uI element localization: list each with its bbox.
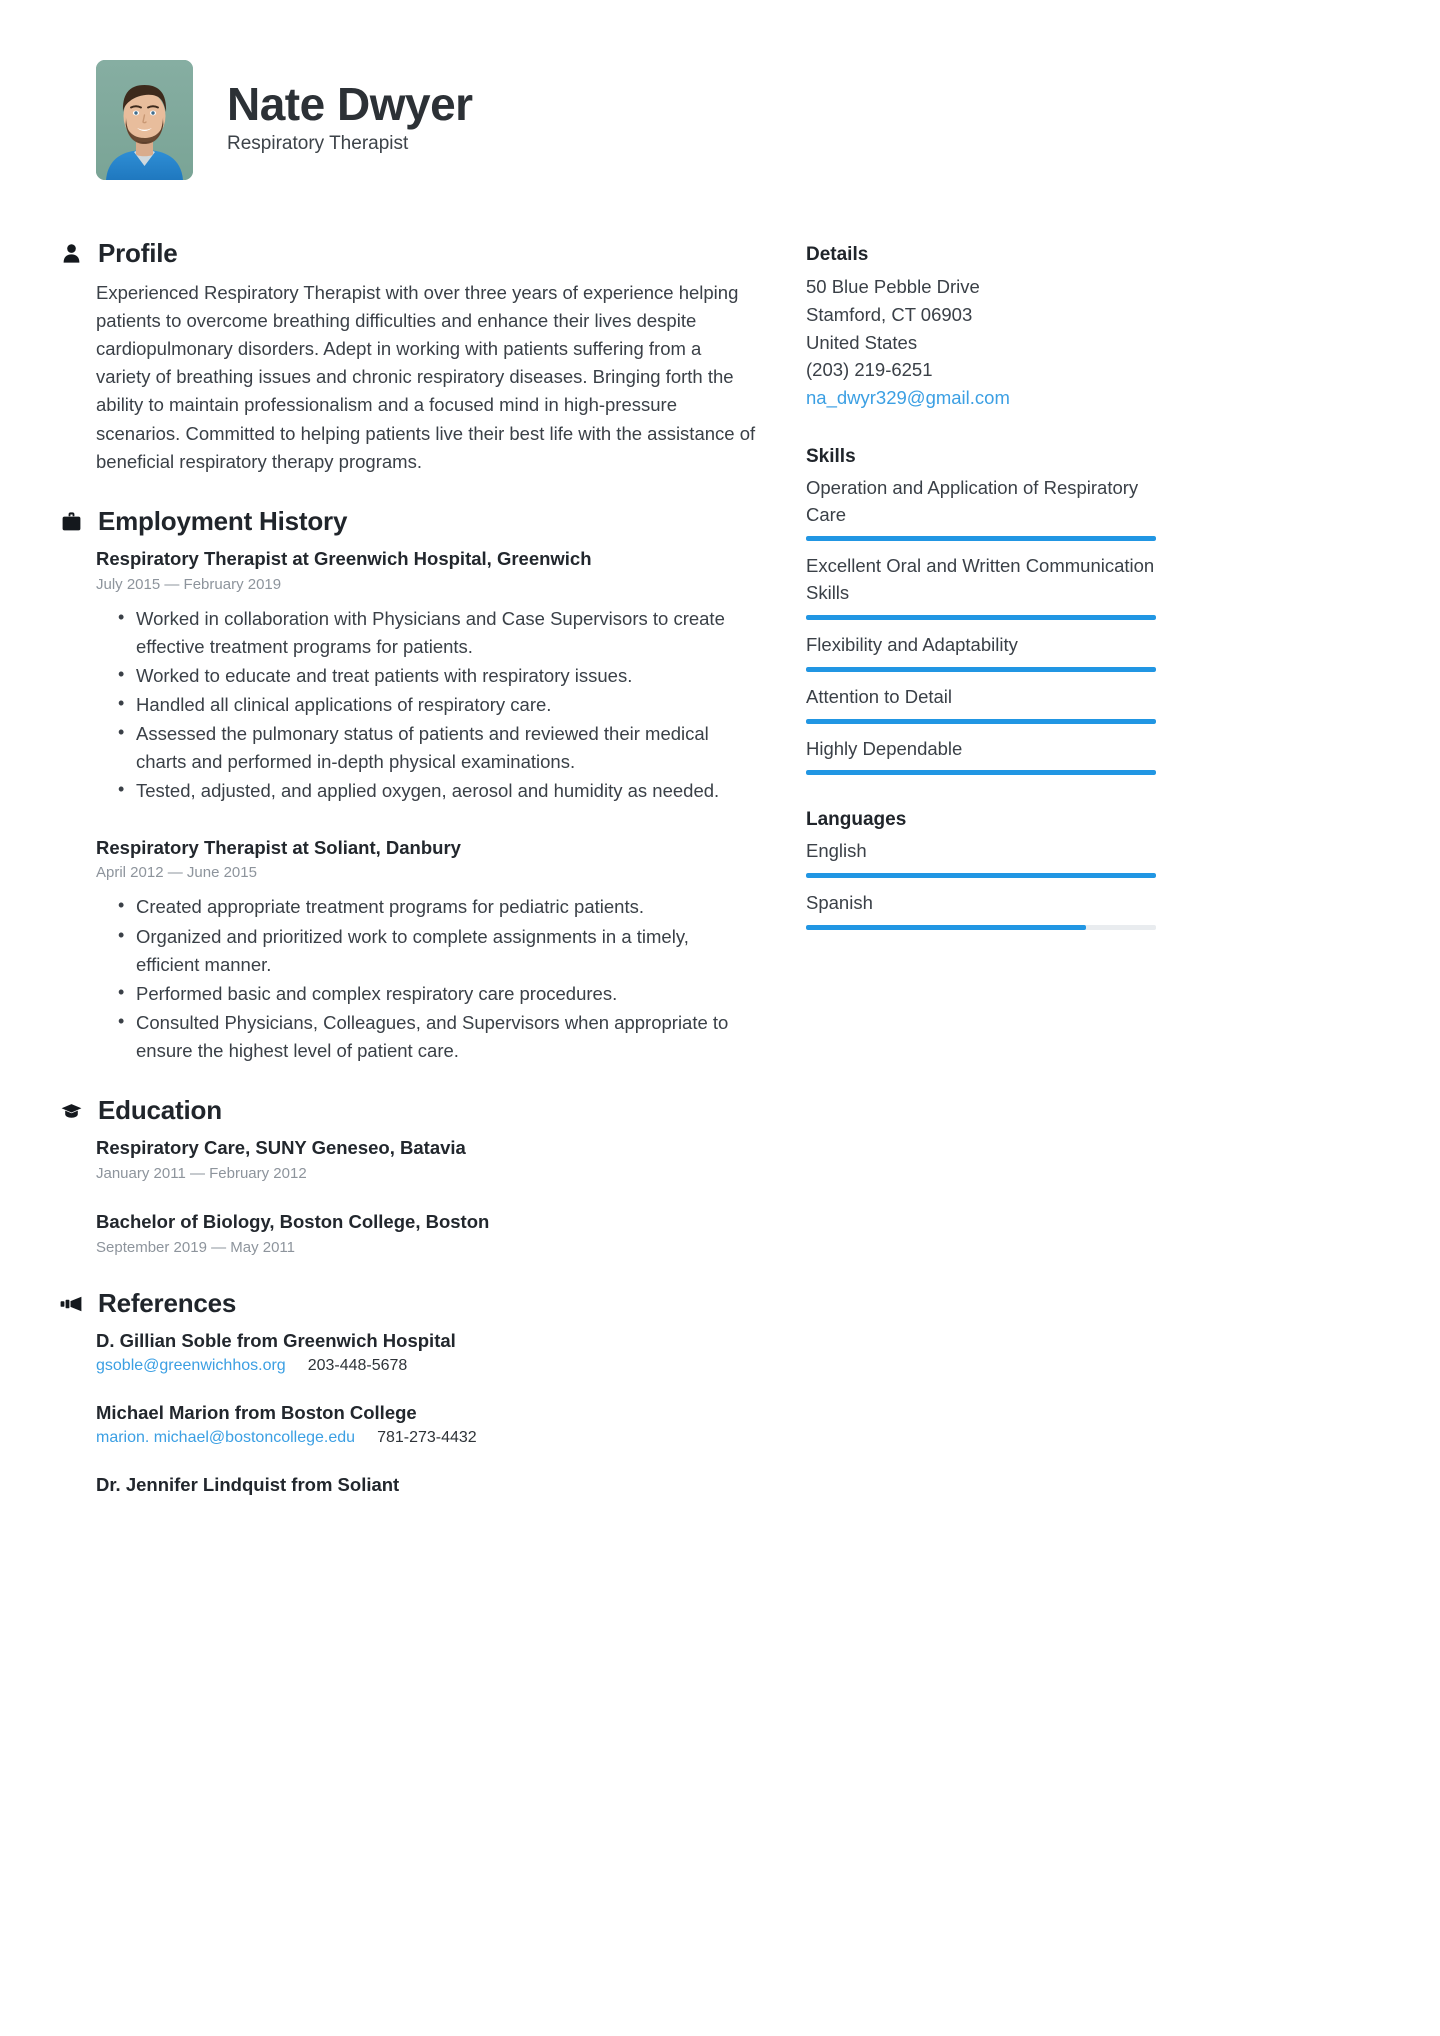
name-block (227, 79, 473, 162)
list-item: • Handled all clinical applications of respiratory care. (96, 691, 756, 719)
body-columns (96, 238, 1368, 1528)
portrait-photo-icon (96, 60, 193, 180)
references-heading (60, 1288, 756, 1319)
address-line-1: 50 Blue Pebble Drive (806, 276, 980, 297)
skill-label: Flexibility and Adaptability (806, 634, 1018, 655)
sidebar-languages (806, 809, 1156, 930)
language-level-bar (806, 873, 1156, 878)
skill-item (806, 632, 1156, 672)
references-title: References (98, 1288, 237, 1319)
reference-phone: 781-273-4432 (377, 1429, 477, 1446)
profile-heading (60, 238, 756, 269)
skill-level-bar (806, 667, 1156, 672)
main-column (96, 238, 756, 1528)
education-entry-title: Bachelor of Biology, Boston College, Boston (96, 1211, 490, 1233)
reference-contact (96, 1357, 756, 1375)
employment-entry (96, 547, 756, 806)
section-employment (96, 506, 756, 1065)
address-line-2: Stamford, CT 06903 (806, 303, 973, 325)
profile-title: Profile (98, 238, 178, 268)
education-entry-date: January 2011 — February 2012 (96, 1165, 307, 1183)
skill-item (806, 475, 1156, 542)
reference-entry (96, 1473, 756, 1498)
skills-title: Skills (806, 445, 856, 467)
employment-heading (60, 506, 756, 537)
reference-name: Michael Marion from Boston College (96, 1402, 417, 1424)
employment-entry (96, 836, 756, 1066)
education-title: Education (98, 1095, 222, 1126)
reference-entry (96, 1329, 756, 1375)
skill-label: Attention to Detail (806, 685, 953, 707)
reference-email[interactable]: marion. michael@bostoncollege.edu (96, 1429, 356, 1446)
section-education (96, 1095, 756, 1258)
briefcase-icon (60, 509, 82, 533)
avatar (96, 60, 193, 180)
reference-name: D. Gillian Soble from Greenwich Hospital (96, 1330, 456, 1352)
employment-bullets (96, 605, 756, 806)
skill-label: Operation and Application of Respiratory Care (806, 476, 1139, 525)
skill-level-fill (806, 719, 1156, 724)
language-label: English (806, 840, 867, 862)
skill-item (806, 684, 1156, 724)
skill-level-bar (806, 719, 1156, 724)
list-item: • Worked in collaboration with Physicians and Case Supervisors to create effective treatment programs for patients. (96, 605, 756, 661)
list-item: • Consulted Physicians, Colleagues, and Supervisors when appropriate to ensure the highest level of patient care. (96, 1009, 756, 1065)
resume-header (96, 60, 1368, 180)
list-item: • Organized and prioritized work to complete assignments in a timely, efficient manner. (96, 923, 756, 979)
language-level-fill (806, 873, 1156, 878)
language-item (806, 890, 1156, 930)
graduation-cap-icon (60, 1099, 82, 1123)
skill-level-bar (806, 536, 1156, 541)
employment-entry-title: Respiratory Therapist at Greenwich Hospital, Greenwich (96, 547, 592, 569)
employment-entry-date: April 2012 — June 2015 (96, 864, 257, 882)
spacer (96, 828, 756, 836)
employment-title: Employment History (98, 505, 348, 536)
details-title: Details (806, 244, 869, 265)
skill-level-fill (806, 770, 1156, 775)
education-entry (96, 1136, 756, 1184)
skill-label: Excellent Oral and Written Communication Skills (806, 555, 1155, 604)
profile-text: Experienced Respiratory Therapist with over three years of experience helping patients to overcome breathing difficulties and enhance their lives despite cardiopulmonary disorders. Adept in working with patients suffering from a variety of breathing issues and chronic respiratory diseases. Bringing forth the ability to maintain professionalism and a focused mind in high-pressure scenarios. Committed to helping patients live their best life with the assistance of beneficial respiratory therapy programs. (96, 282, 756, 472)
languages-title: Languages (806, 809, 907, 831)
job-title: Respiratory Therapist (227, 133, 409, 155)
reference-phone: 203-448-5678 (307, 1357, 408, 1375)
education-entry-title: Respiratory Care, SUNY Geneseo, Batavia (96, 1137, 466, 1159)
reference-contact (96, 1429, 756, 1447)
skill-label: Highly Dependable (806, 737, 963, 759)
language-label: Spanish (806, 892, 873, 914)
list-item: • Created appropriate treatment programs for pediatric patients. (96, 893, 756, 921)
sidebar-column (806, 238, 1156, 964)
employment-entry-date: July 2015 — February 2019 (96, 575, 282, 593)
list-item: • Worked to educate and treat patients with respiratory issues. (96, 662, 756, 690)
employment-bullets (96, 893, 756, 1065)
skill-level-bar (806, 615, 1156, 620)
reference-name: Dr. Jennifer Lindquist from Soliant (96, 1474, 400, 1495)
list-item: • Assessed the pulmonary status of patients and reviewed their medical charts and performed in-depth physical examinations. (96, 720, 756, 776)
section-references (96, 1288, 756, 1498)
skill-level-bar (806, 770, 1156, 775)
country: United States (806, 331, 918, 353)
reference-entry (96, 1401, 756, 1447)
sidebar-details (806, 244, 1156, 412)
megaphone-icon (60, 1292, 82, 1316)
education-heading (60, 1095, 756, 1126)
language-item (806, 838, 1156, 878)
list-item: • Performed basic and complex respiratory care procedures. (96, 980, 756, 1008)
phone: (203) 219-6251 (806, 359, 933, 381)
section-profile (96, 238, 756, 476)
email-link[interactable]: na_dwyr329@gmail.com (806, 387, 1010, 408)
skill-item (806, 736, 1156, 776)
skill-level-fill (806, 615, 1156, 620)
skill-item (806, 553, 1156, 620)
reference-email[interactable]: gsoble@greenwichhos.org (96, 1357, 286, 1375)
employment-entry-title: Respiratory Therapist at Soliant, Danbury (96, 836, 461, 858)
skill-level-fill (806, 536, 1156, 541)
language-level-bar (806, 925, 1156, 930)
education-entry (96, 1210, 756, 1258)
language-level-fill (806, 925, 1086, 930)
education-entry-date: September 2019 — May 2011 (96, 1239, 296, 1257)
sidebar-skills (806, 446, 1156, 776)
skill-level-fill (806, 667, 1156, 672)
person-icon (60, 242, 82, 266)
page-title: Nate Dwyer (227, 77, 473, 130)
list-item: • Tested, adjusted, and applied oxygen, aerosol and humidity as needed. (96, 777, 756, 805)
